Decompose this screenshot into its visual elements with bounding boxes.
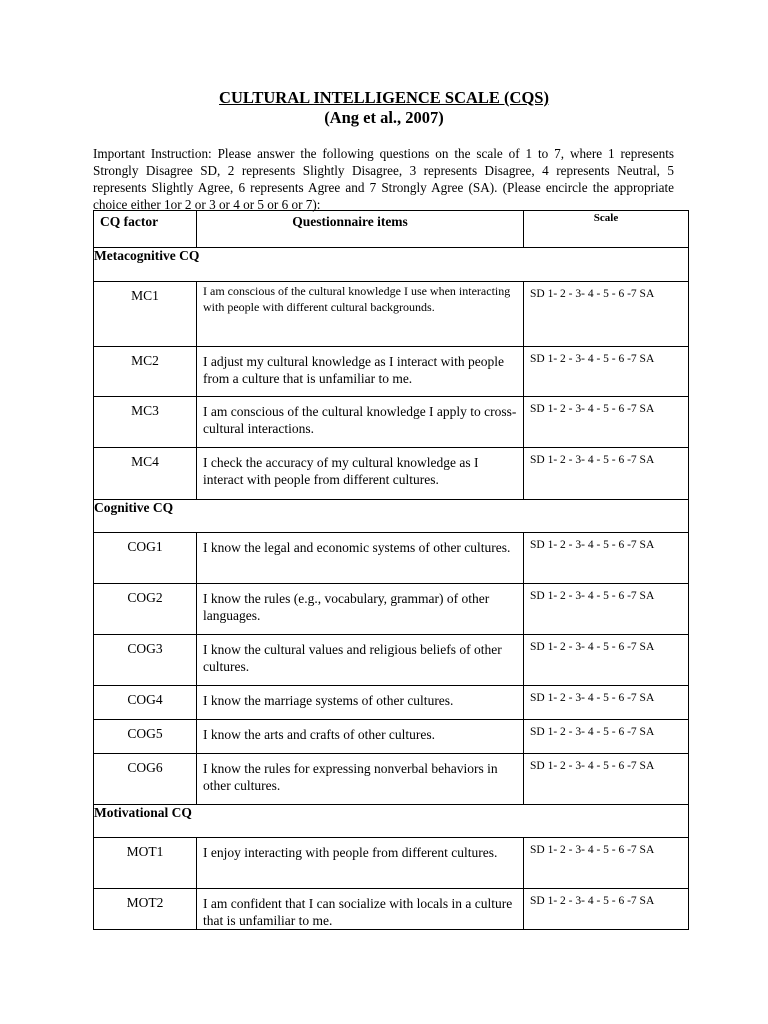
item-code: COG1 xyxy=(94,533,197,584)
scale-options[interactable]: SD 1- 2 - 3- 4 - 5 - 6 -7 SA xyxy=(524,686,689,720)
section-row-metacognitive xyxy=(94,248,689,282)
table-row xyxy=(94,584,689,635)
item-code: MC3 xyxy=(94,397,197,448)
scale-options[interactable]: SD 1- 2 - 3- 4 - 5 - 6 -7 SA xyxy=(524,282,689,347)
item-text: I check the accuracy of my cultural knowledge as I interact with people from different cultures. xyxy=(197,448,524,500)
section-row-cognitive xyxy=(94,500,689,533)
table-row xyxy=(94,635,689,686)
table-row xyxy=(94,754,689,805)
section-row-motivational xyxy=(94,805,689,838)
item-text: I know the legal and economic systems of other cultures. xyxy=(197,533,524,584)
instruction-paragraph: Important Instruction: Please answer the following questions on the scale of 1 to 7, where 1 represents Strongly Disagree SD, 2 represents Slightly Disagree, 3 represents Disagree, 4 represents Neutral, 5 represents Slightly Agree, 6 represents Agree and 7 Strongly Agree (SA). (Please encircle the appropriate choice either 1or 2 or 3 or 4 or 5 or 6 or 7): xyxy=(93,146,674,212)
item-text: I know the marriage systems of other cultures. xyxy=(197,686,524,720)
table-row xyxy=(94,889,689,930)
table-row xyxy=(94,838,689,889)
item-text: I know the cultural values and religious beliefs of other cultures. xyxy=(197,635,524,686)
cqs-table xyxy=(93,210,689,930)
item-text: I know the rules (e.g., vocabulary, grammar) of other languages. xyxy=(197,584,524,635)
section-title: Motivational CQ xyxy=(94,805,689,838)
item-code: COG4 xyxy=(94,686,197,720)
item-code: MOT2 xyxy=(94,889,197,930)
table-row xyxy=(94,686,689,720)
scale-options[interactable]: SD 1- 2 - 3- 4 - 5 - 6 -7 SA xyxy=(524,533,689,584)
item-code: COG5 xyxy=(94,720,197,754)
scale-options[interactable]: SD 1- 2 - 3- 4 - 5 - 6 -7 SA xyxy=(524,635,689,686)
table-header-row xyxy=(94,211,689,248)
section-title: Metacognitive CQ xyxy=(94,248,689,282)
scale-options[interactable]: SD 1- 2 - 3- 4 - 5 - 6 -7 SA xyxy=(524,889,689,930)
scale-options[interactable]: SD 1- 2 - 3- 4 - 5 - 6 -7 SA xyxy=(524,838,689,889)
table-row xyxy=(94,448,689,500)
item-code: MC4 xyxy=(94,448,197,500)
section-title: Cognitive CQ xyxy=(94,500,689,533)
scale-options[interactable]: SD 1- 2 - 3- 4 - 5 - 6 -7 SA xyxy=(524,720,689,754)
table-row xyxy=(94,282,689,347)
scale-options[interactable]: SD 1- 2 - 3- 4 - 5 - 6 -7 SA xyxy=(524,584,689,635)
document-citation: (Ang et al., 2007) xyxy=(324,108,444,127)
table-row xyxy=(94,397,689,448)
document-title-block xyxy=(0,88,768,128)
item-code: COG6 xyxy=(94,754,197,805)
table-row xyxy=(94,347,689,397)
item-code: MOT1 xyxy=(94,838,197,889)
item-text: I am conscious of the cultural knowledge I apply to cross-cultural interactions. xyxy=(197,397,524,448)
scale-options[interactable]: SD 1- 2 - 3- 4 - 5 - 6 -7 SA xyxy=(524,448,689,500)
item-code: MC2 xyxy=(94,347,197,397)
item-text: I know the arts and crafts of other cultures. xyxy=(197,720,524,754)
item-code: MC1 xyxy=(94,282,197,347)
item-text: I am conscious of the cultural knowledge I use when interacting with people with different cultural backgrounds. xyxy=(197,282,524,347)
column-header-questionnaire-items: Questionnaire items xyxy=(197,211,524,248)
item-text: I am confident that I can socialize with locals in a culture that is unfamiliar to me. xyxy=(197,889,524,930)
column-header-cq-factor: CQ factor xyxy=(94,211,197,248)
item-code: COG2 xyxy=(94,584,197,635)
scale-options[interactable]: SD 1- 2 - 3- 4 - 5 - 6 -7 SA xyxy=(524,754,689,805)
item-text: I enjoy interacting with people from different cultures. xyxy=(197,838,524,889)
item-text: I know the rules for expressing nonverbal behaviors in other cultures. xyxy=(197,754,524,805)
scale-options[interactable]: SD 1- 2 - 3- 4 - 5 - 6 -7 SA xyxy=(524,347,689,397)
item-code: COG3 xyxy=(94,635,197,686)
table-row xyxy=(94,720,689,754)
document-title: CULTURAL INTELLIGENCE SCALE (CQS) xyxy=(219,88,549,107)
table-row xyxy=(94,533,689,584)
scale-options[interactable]: SD 1- 2 - 3- 4 - 5 - 6 -7 SA xyxy=(524,397,689,448)
column-header-scale: Scale xyxy=(524,211,689,248)
item-text: I adjust my cultural knowledge as I interact with people from a culture that is unfamiliar to me. xyxy=(197,347,524,397)
